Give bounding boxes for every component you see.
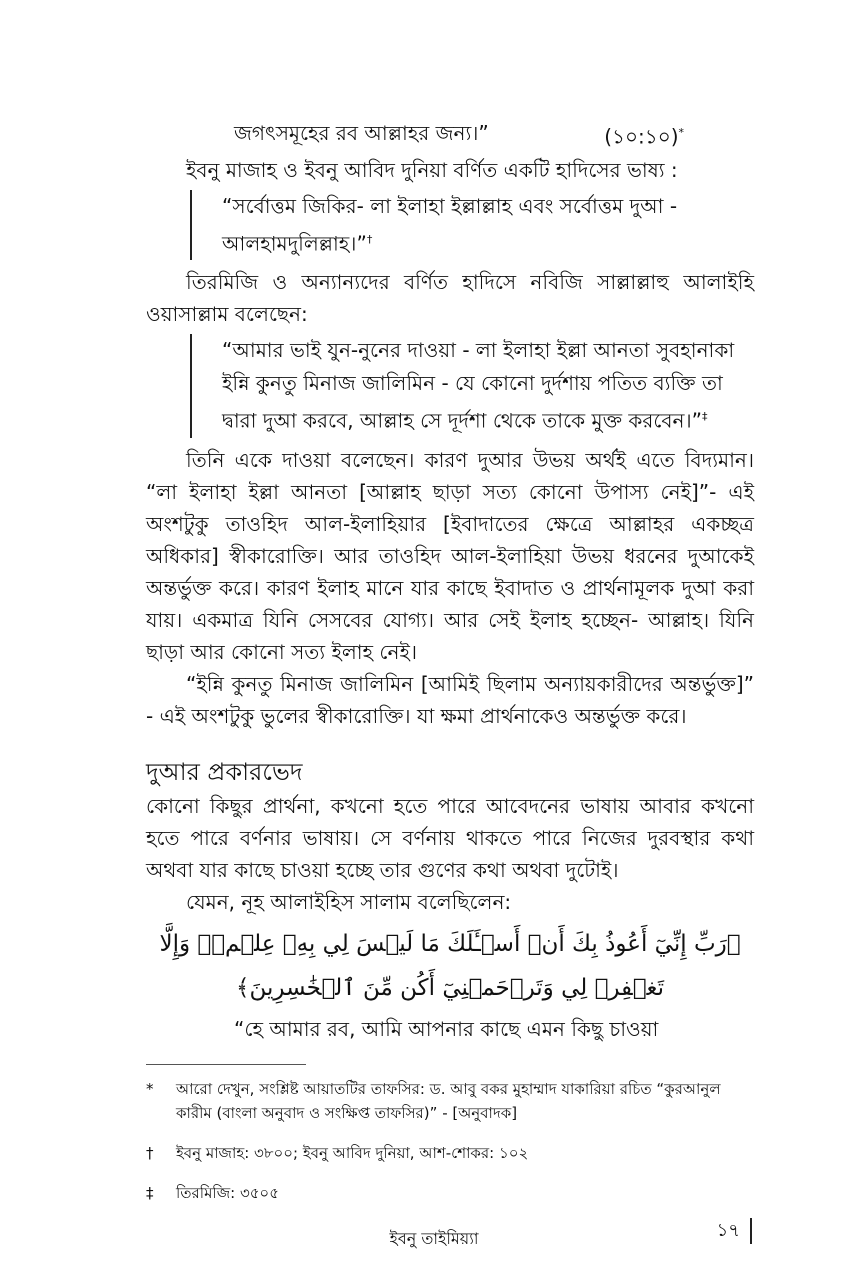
footnote-mark: * xyxy=(146,1079,154,1098)
blockquote-dhun-nun xyxy=(190,334,754,438)
footnote-ref-star[interactable]: * xyxy=(678,126,684,139)
paragraph-nuh-intro: যেমন, নূহ আলাইহিস সালাম বলেছিলেন: xyxy=(186,889,512,914)
footnote-item xyxy=(146,1077,754,1125)
footnote-divider xyxy=(146,1064,306,1065)
paragraph-tirmidhi-intro: তিরমিজি ও অন্যান্যদের বর্ণিত হাদিসে নবিজি সাল্লাল্লাহু আলাইহি ওয়াসাল্লাম বলেছেন: xyxy=(146,270,754,327)
footnote-mark: ‡ xyxy=(146,1183,154,1202)
blockquote-best-dhikr xyxy=(190,190,754,261)
footnote-item xyxy=(146,1181,754,1205)
footnote-item xyxy=(146,1141,754,1165)
running-footer-title: ইবনু তাইমিয়্যা xyxy=(389,1229,479,1248)
paragraph-ibnmajah-intro: ইবনু মাজাহ ও ইবনু আবিদ দুনিয়া বর্ণিত একটি হাদিসের ভাষ্য : xyxy=(186,157,678,182)
arabic-verse-line-2: تَغۡفِرۡ لِي وَتَرۡحَمۡنِيٓ أَكُن مِّنَ ٱلۡخَٰسِرِينَ﴾ xyxy=(236,974,664,1001)
quote-dhun-nun-text: “আমার ভাই যুন-নুনের দাওয়া - লা ইলাহা ইল্লা আনতা সুবহানাকা ইন্নি কুনতু মিনাজ জালিমিন - যে কোনো দুর্দশায় পতিত ব্যক্তি তা দ্বারা দুআ করবে, আল্লাহ সে দূর্দশা থেকে তাকে মুক্ত করবেন।” xyxy=(222,338,735,433)
paragraph-inni-kuntu: “ইন্নি কুনতু মিনাজ জালিমিন [আমিই ছিলাম অন্যায়কারীদের অন্তর্ভুক্ত]” - এই অংশটুকু ভুলের স্বীকারোক্তি। যা ক্ষমা প্রার্থনাকেও অন্তর্ভুক্ত করে। xyxy=(146,671,754,728)
arabic-verse xyxy=(146,922,754,1010)
verse-reference-text: (১০:১০) xyxy=(604,124,679,149)
page-number: ১৭ xyxy=(717,1218,752,1244)
section-heading-types: দুআর প্রকারভেদ xyxy=(146,757,303,786)
footnote-text: আরো দেখুন, সংশ্লিষ্ট আয়াতটির তাফসির: ড. আবু বকর মুহাম্মাদ যাকারিয়া রচিত “কুরআনুল কারীম (বাংলা অনুবাদ ও সংক্ষিপ্ত তাফসির)” - [অনুবাদক] xyxy=(176,1079,721,1122)
page-body xyxy=(146,108,754,1221)
verse-closing-text: জগৎসমূহের রব আল্লাহর জন্য।” xyxy=(234,121,489,145)
footnote-ref-dagger[interactable]: † xyxy=(366,232,373,246)
verse-translation-start: “হে আমার রব, আমি আপনার কাছে এমন কিছু চাওয়া xyxy=(234,1016,659,1041)
footnote-mark: † xyxy=(146,1143,154,1162)
footnote-text: তিরমিজি: ৩৫০৫ xyxy=(176,1183,279,1202)
paragraph-types: কোনো কিছুর প্রার্থনা, কখনো হতে পারে আবেদনের ভাষায় আবার কখনো হতে পারে বর্ণনার ভাষায়। সে বর্ণনায় থাকতে পারে নিজের দুরবস্থার কথা অথবা যার কাছে চাওয়া হচ্ছে তার গুণের কথা অথবা দুটোই। xyxy=(146,793,754,882)
footnote-text: ইবনু মাজাহ: ৩৮০০; ইবনু আবিদ দুনিয়া, আশ-শোকর: ১০২ xyxy=(176,1143,529,1162)
verse-closing-line xyxy=(146,116,754,154)
footnote-ref-double-dagger[interactable]: ‡ xyxy=(701,410,708,424)
arabic-verse-line-1: ﴿رَبِّ إِنِّيٓ أَعُوذُ بِكَ أَنۡ أَسۡـَٔلَكَ مَا لَيۡسَ لِي بِهِۦ عِلۡمٞۖ وَإِلَّا xyxy=(159,930,741,957)
quote-best-dhikr-text: “সর্বোত্তম জিকির- লা ইলাহা ইল্লাল্লাহ এবং সর্বোত্তম দুআ - আলহামদুলিল্লাহ।” xyxy=(222,193,678,256)
verse-reference xyxy=(604,116,684,154)
paragraph-explanation: তিনি একে দাওয়া বলেছেন। কারণ দুআর উভয় অর্থই এতে বিদ্যমান। “লা ইলাহা ইল্লা আনতা [আল্লাহ ছাড়া সত্য কোনো উপাস্য নেই]”- এই অংশটুকু তাওহিদ আল-ইলাহিয়ার [ইবাদাতের ক্ষেত্রে আল্লাহর একচ্ছত্র অধিকার] স্বীকারোক্তি। আর তাওহিদ আল-ইলাহিয়া উভয় ধরনের দুআকেই অন্তর্ভুক্ত করে। কারণ ইলাহ মানে যার কাছে ইবাদাত ও প্রার্থনামূলক দুআ করা যায়। একমাত্র যিনি সেসবের যোগ্য। আর সেই ইলাহ হচ্ছেন- আল্লাহ। যিনি ছাড়া আর কোনো সত্য ইলাহ নেই। xyxy=(146,447,754,664)
